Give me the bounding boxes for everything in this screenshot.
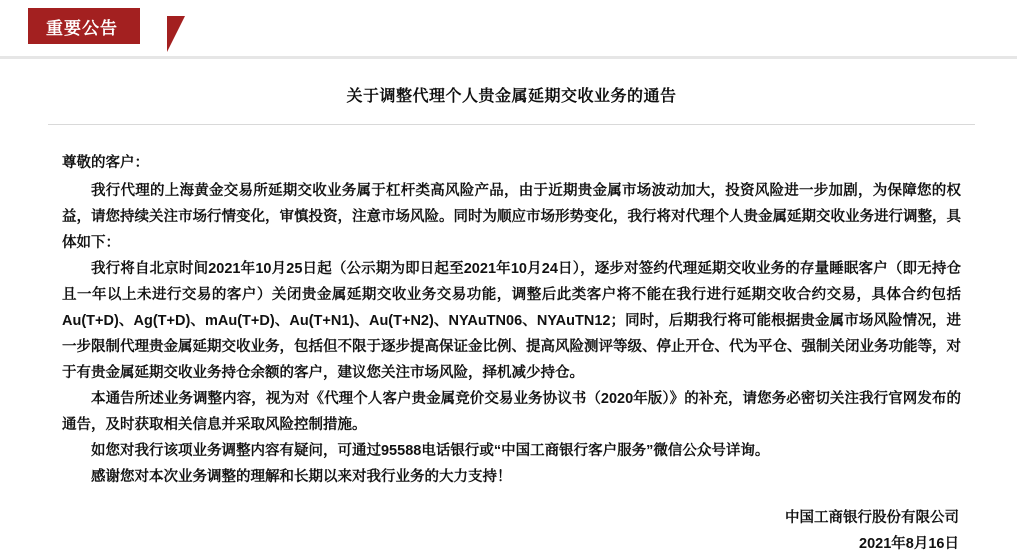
ribbon-label: 重要公告 [46, 18, 118, 38]
salutation: 尊敬的客户： [62, 155, 149, 171]
paragraph-3: 本通告所述业务调整内容，视为对《代理个人客户贵金属竞价交易业务协议书（2020年版）》的补充，请您务必密切关注我行官网发布的通告，及时获取相关信息并采取风险控制措施。 [62, 391, 961, 433]
important-announcement-ribbon [28, 8, 140, 44]
announcement-header [0, 0, 1023, 59]
paragraph-4: 如您对我行该项业务调整内容有疑问，可通过95588电话银行或“中国工商银行客户服务”微信公众号详询。 [91, 443, 770, 459]
ribbon-notch-shape [167, 16, 185, 52]
document-body [0, 59, 1023, 556]
signature-company: 中国工商银行股份有限公司 [785, 510, 959, 526]
paragraph-2: 我行将自北京时间2021年10月25日起（公示期为即日起至2021年10月24日），逐步对签约代理延期交收业务的存量睡眠客户（即无持仓且一年以上未进行交易的客户）关闭贵金属延期交收业务交易功能，调整后此类客户将不能在我行进行延期交收合约交易，具体合约包括Au(T+D)、Ag(T+D)、mAu(T+D)、Au(T+N1)、Au(T+N2)、NYAuTN06、NYAuTN12；同时，后期我行将可能根据贵金属市场风险情况，进一步限制代理贵金属延期交收业务，包括但不限于逐步提高保证金比例、提高风险测评等级、停止开仓、代为平仓、强制关闭业务功能等，对于有贵金属延期交收业务持仓余额的客户，建议您关注市场风险，择机减少持仓。 [62, 261, 961, 381]
paragraph-5: 感谢您对本次业务调整的理解和长期以来对我行业务的大力支持！ [91, 469, 512, 485]
signature-block [46, 506, 959, 556]
signature-date: 2021年8月16日 [859, 536, 959, 552]
title-divider [48, 124, 975, 125]
paragraph-1: 我行代理的上海黄金交易所延期交收业务属于杠杆类高风险产品，由于近期贵金属市场波动加大，投资风险进一步加剧，为保障您的权益，请您持续关注市场行情变化，审慎投资，注意市场风险。同时为顺应市场形势变化，我行将对代理个人贵金属延期交收业务进行调整，具体如下： [62, 183, 961, 251]
page-title: 关于调整代理个人贵金属延期交收业务的通告 [346, 88, 677, 105]
right-edge-strip [1017, 0, 1023, 499]
